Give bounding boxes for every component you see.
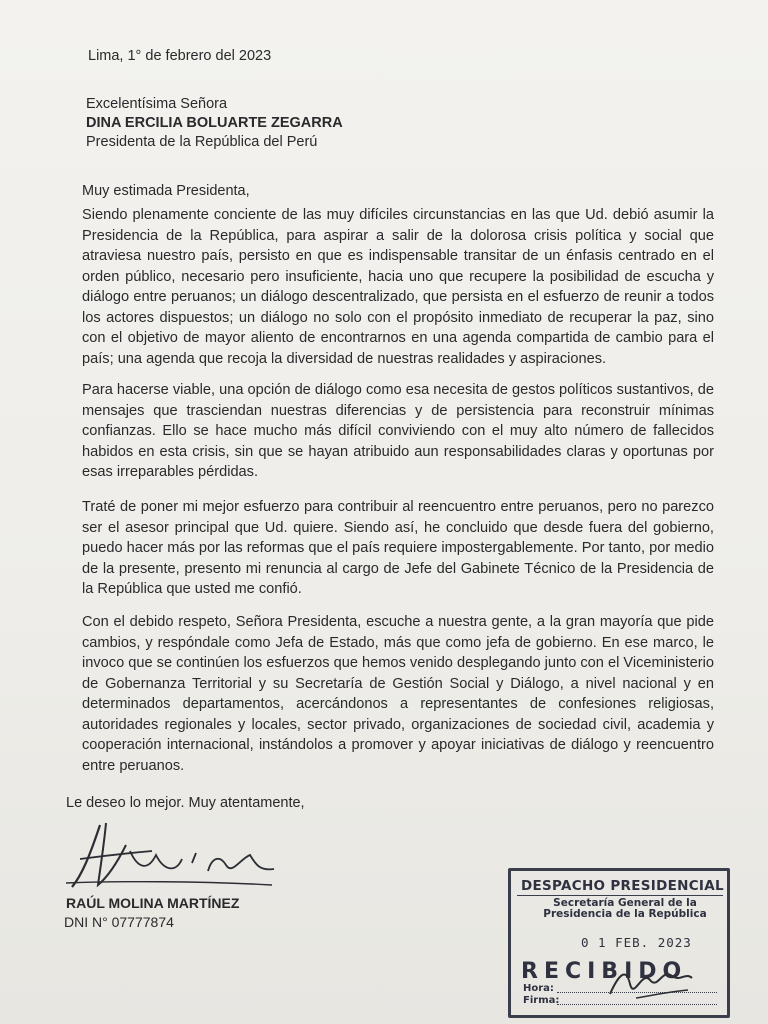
signatory-name: RAÚL MOLINA MARTÍNEZ xyxy=(66,895,240,911)
signatory-dni: DNI N° 07777874 xyxy=(64,914,174,930)
body-paragraph-3: Traté de poner mi mejor esfuerzo para contribuir al reencuentro entre peruanos, pero no parezco ser el asesor principal que Ud. quiere. Siendo así, he concluido que desde fuera del gobierno, puedo hacer más por las reformas que el país requiere impostergablemente. Por tanto, por medio de la presente, presento mi renuncia al cargo de Jefe del Gabinete Técnico de la Presidencia de la República que usted me confió. xyxy=(82,499,714,597)
handwritten-signature xyxy=(60,815,290,895)
stamp-subtitle-line1: Secretaría General de la xyxy=(553,897,697,909)
recipient-honorific: Excelentísima Señora xyxy=(86,96,228,112)
stamp-title: DESPACHO PRESIDENCIAL xyxy=(521,878,724,894)
recipient-title: Presidenta de la República del Perú xyxy=(86,134,318,150)
recipient-name: DINA ERCILIA BOLUARTE ZEGARRA xyxy=(86,115,343,131)
body-paragraph-4: Con el debido respeto, Señora Presidenta, escuche a nuestra gente, a la gran mayoría que pide cambios, y respóndale como Jefa de Estado, más que como jefa de gobierno. En ese marco, le invoco que se continúen los esfuerzos que hemos venido desplegando junto con el Viceministerio de Gobernanza Territorial y su Secretaría de Gestión Social y Diálogo, a nivel nacional y en determinados departamentos, acercándonos a representantes de confesiones religiosas, autoridades regionales y locales, sector privado, organizaciones de sociedad civil, academia y cooperación internacional, instándolos a promover y apoyar iniciativas de diálogo y reencuentro entre peruanos. xyxy=(82,614,714,774)
stamp-initials-scribble xyxy=(606,956,696,1006)
stamp-firma-label: Firma: xyxy=(523,995,560,1006)
stamp-date: 0 1 FEB. 2023 xyxy=(581,935,692,950)
body-paragraph-2: Para hacerse viable, una opción de diálogo como esa necesita de gestos políticos sustantivos, de mensajes que trasciendan nuestras diferencias y de persistencia para reconstruir mínimas confianzas. Ello se hace mucho más difícil conviviendo con el muy alto número de fallecidos habidos en esta crisis, sin que se hayan atribuido aun responsabilidades claras y oportunas por esas irreparables pérdidas. xyxy=(82,382,714,480)
salutation: Muy estimada Presidenta, xyxy=(82,183,250,199)
stamp-divider xyxy=(517,895,723,896)
body-paragraph-1: Siendo plenamente conciente de las muy difíciles circunstancias en las que Ud. debió asumir la Presidencia de la República, para aspirar a salir de la dolorosa crisis política y social que atraviesa nuestro país, persisto en que es indispensable transitar de un énfasis centrado en el orden público, necesario pero insuficiente, hacia uno que recupere la posibilidad de escucha y diálogo entre peruanos; un diálogo descentralizado, que persista en el esfuerzo de reunir a todos los actores dispuestos; un diálogo no solo con el propósito inmediato de recuperar la paz, sino con el objetivo de mayor aliento de encontrarnos en una agenda compartida de cambio para el país; una agenda que recoja la diversidad de nuestras realidades y aspiraciones. xyxy=(82,207,714,367)
letter-date: Lima, 1° de febrero del 2023 xyxy=(88,48,272,64)
stamp-received: RECIBIDO xyxy=(521,959,688,984)
closing-line: Le deseo lo mejor. Muy atentamente, xyxy=(66,795,305,811)
stamp-hora-label: Hora: xyxy=(523,983,554,994)
stamp-subtitle-line2: Presidencia de la República xyxy=(543,908,707,920)
